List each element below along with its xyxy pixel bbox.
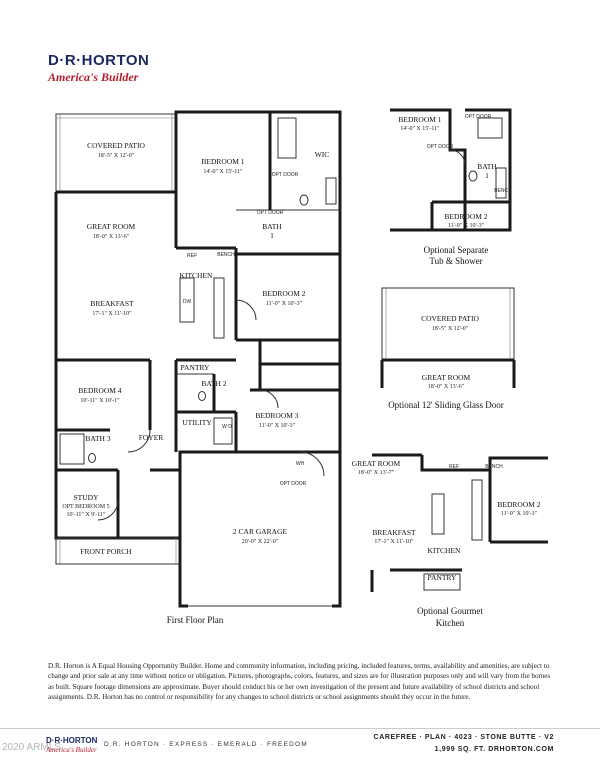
study-dim: 10'-11" X 9'-11" <box>66 512 106 518</box>
opt-kitchen-breakfast-dim: 17'-1" X 11'-10" <box>374 539 414 545</box>
dw-label: DW <box>182 299 192 305</box>
breakfast-dim: 17'-1" X 11'-10" <box>92 311 132 317</box>
washer-dryer-label: W D <box>222 424 232 430</box>
utility-label: UTILITY <box>182 418 212 427</box>
opt-tub-bench-label: BENCH <box>494 188 512 194</box>
opt-tub-opt-door-label: OPT DOOR <box>426 144 454 150</box>
opt-tub-bath1-number: 1 <box>485 171 489 180</box>
footer-logo: D·R·HORTON <box>46 736 98 745</box>
toilet-bath1 <box>300 195 308 205</box>
opt-tub-bedroom2-dim: 11'-0" X 10'-3" <box>447 223 485 229</box>
watermark: 2020 ARMLS <box>2 742 61 753</box>
bench-label: BENCH <box>217 252 235 258</box>
opt-door-label: OPT DOOR <box>271 172 299 178</box>
breakfast-label: BREAKFAST <box>90 299 134 308</box>
opt-tub-bedroom1-dim: 14'-0" X 15'-11" <box>400 126 440 132</box>
footer-plan-line: CAREFREE · PLAN · 4023 · STONE BUTTE · V2 <box>373 734 554 741</box>
brand-name: D·R·HORTON <box>48 52 150 69</box>
opt-tub-caption-line1: Optional Separate <box>423 245 489 255</box>
bedroom3-label: BEDROOM 3 <box>255 411 299 420</box>
bath1-number: 1 <box>270 231 274 240</box>
great-room-dim: 18'-0" X 13'-6" <box>92 234 130 240</box>
shower-bath1 <box>278 118 296 158</box>
main-floor-plan <box>56 112 340 625</box>
footer-divider <box>0 728 600 729</box>
footer-sqft-line: 1,999 SQ. FT. DRHORTON.COM <box>434 746 554 753</box>
opt-kitchen-kitchen-label: KITCHEN <box>427 546 461 555</box>
opt-door-label: OPT DOOR <box>256 210 284 216</box>
bedroom1-label: BEDROOM 1 <box>201 157 245 166</box>
bedroom4-dim: 10'-11" X 10'-1" <box>80 398 120 404</box>
bedroom2-dim: 11'-0" X 10'-3" <box>265 301 303 307</box>
great-room-label: GREAT ROOM <box>86 222 136 231</box>
opt-tub-bedroom1-label: BEDROOM 1 <box>398 115 442 124</box>
front-porch-label: FRONT PORCH <box>80 547 132 556</box>
option-kitchen-plan <box>352 455 548 628</box>
opt-kitchen-great-room-dim: 18'-0" X 13'-7" <box>357 470 395 476</box>
bath3-label: BATH 3 <box>85 434 111 443</box>
opt-slider-caption: Optional 12' Sliding Glass Door <box>388 400 504 410</box>
pantry-label: PANTRY <box>180 363 210 372</box>
opt-slider-patio-label: COVERED PATIO <box>421 314 479 323</box>
opt-kitchen-bedroom2-label: BEDROOM 2 <box>497 500 541 509</box>
ref-label: REF <box>187 253 197 259</box>
opt-kitchen-bedroom2-dim: 11'-0" X 10'-3" <box>500 511 538 517</box>
opt-kitchen-bench-label: BENCH <box>485 464 503 470</box>
study-sub-label: OPT BEDROOM 5 <box>62 504 110 510</box>
first-floor-caption: First Floor Plan <box>166 615 224 625</box>
opt-kitchen-breakfast-label: BREAKFAST <box>372 528 416 537</box>
kitchen-label: KITCHEN <box>179 271 213 280</box>
footer-tagline: America's Builder <box>46 746 97 754</box>
opt-tub-opt-door-label: OPT DOOR <box>464 114 492 120</box>
foyer-label: FOYER <box>138 433 164 442</box>
brand-tagline: America's Builder <box>48 70 139 84</box>
garage-opt-door-label: OPT DOOR <box>279 481 307 487</box>
water-heater-label: WH <box>295 461 305 467</box>
bath1-label: BATH <box>262 222 282 231</box>
opt-slider-great-room-dim: 18'-0" X 13'-6" <box>427 384 465 390</box>
bedroom4-label: BEDROOM 4 <box>78 386 122 395</box>
opt-tub-bedroom2-label: BEDROOM 2 <box>444 212 488 221</box>
opt-kitchen-caption-line1: Optional Gourmet <box>417 606 483 616</box>
opt-tub-caption-line2: Tub & Shower <box>429 256 483 266</box>
opt-kitchen-great-room-label: GREAT ROOM <box>351 459 401 468</box>
garage-dim: 20'-0" X 22'-0" <box>241 539 279 545</box>
opt-kitchen-pantry-label: PANTRY <box>427 573 457 582</box>
bath2-label: BATH 2 <box>201 379 227 388</box>
wic-label: WIC <box>314 150 330 159</box>
study-label: STUDY <box>73 493 99 502</box>
option-slider-plan <box>382 288 514 410</box>
garage-label: 2 CAR GARAGE <box>232 527 288 536</box>
opt-slider-great-room-label: GREAT ROOM <box>421 373 471 382</box>
option-tub-shower-plan <box>390 110 512 266</box>
opt-tub-bath1-label: BATH <box>477 162 497 171</box>
bedroom3-dim: 11'-0" X 10'-3" <box>258 423 296 429</box>
bedroom1-dim: 14'-0" X 15'-11" <box>203 169 243 175</box>
covered-patio-label: COVERED PATIO <box>87 141 145 150</box>
opt-slider-patio-dim: 18'-5" X 12'-0" <box>431 326 469 332</box>
footer-brands: D.R. HORTON · EXPRESS · EMERALD · FREEDOM <box>104 741 308 748</box>
bedroom2-label: BEDROOM 2 <box>262 289 306 298</box>
legal-disclaimer: D.R. Horton is A Equal Housing Opportunity Builder. Home and community information, including pricing, included features, terms, availability and amenities, are subject to change and prior sale at any time without notice or obligation. Pictures, photographs, colors, features, and sizes are for illustration purposes only and will vary from the homes as built. Square footage dimensions are approximate. Buyer should conduct his or her own investigation of the present and future availability of school districts and school assignments. D.R. Horton has no control or responsibility for any changes to school districts or school assignments should they occur in the future. <box>48 662 551 702</box>
opt-kitchen-caption-line2: Kitchen <box>435 618 465 628</box>
covered-patio-dim: 18'-5" X 12'-0" <box>97 153 135 159</box>
opt-kitchen-ref-label: REF <box>449 464 459 470</box>
